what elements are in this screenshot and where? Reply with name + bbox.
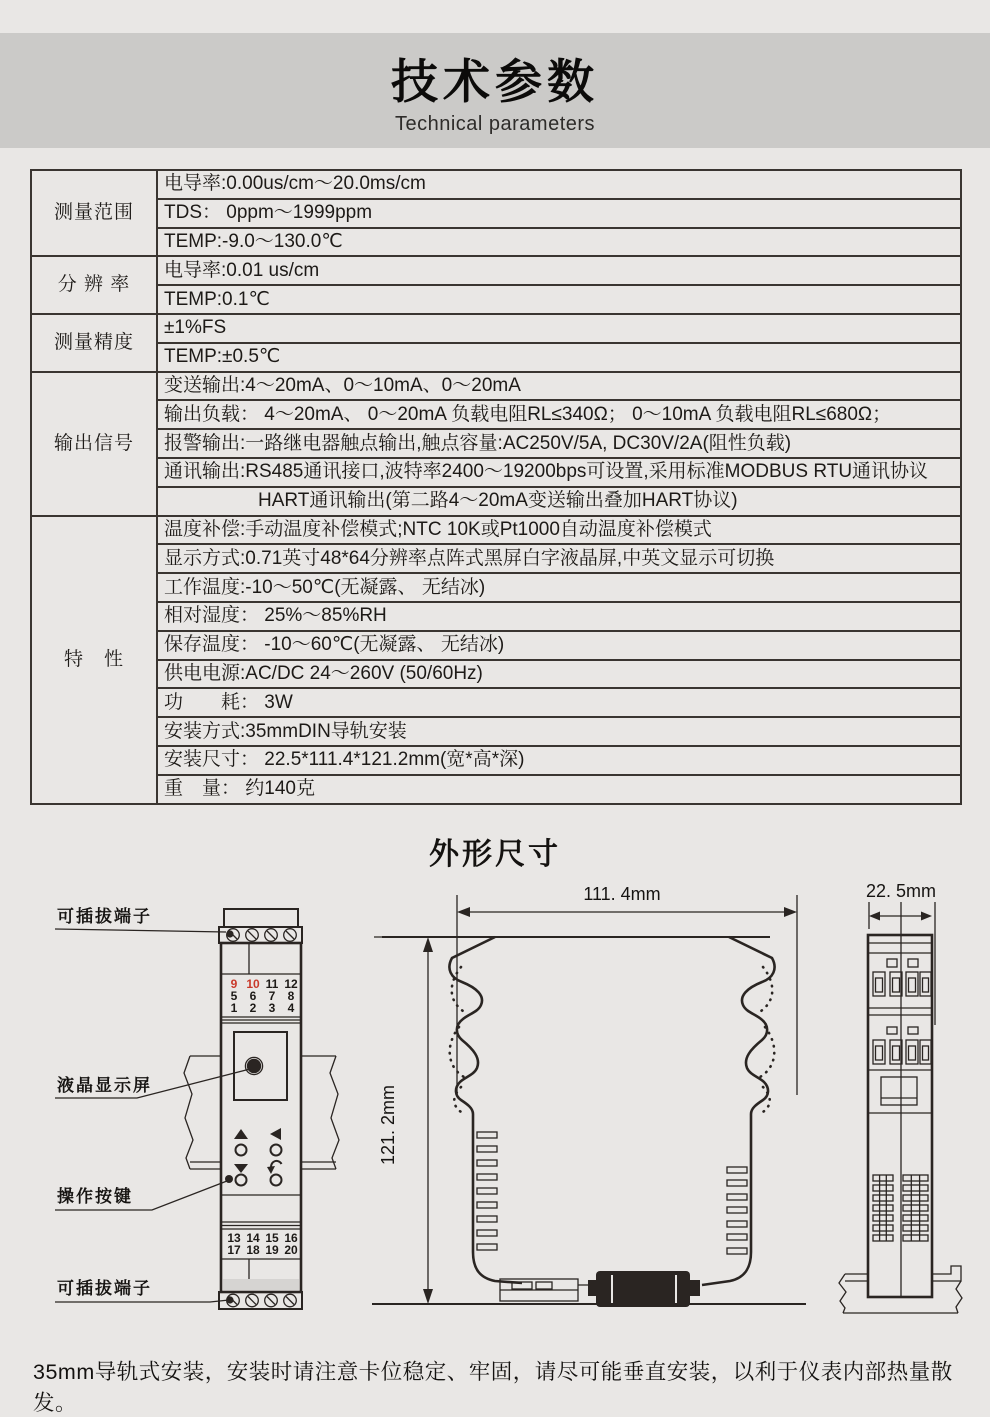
spec-category-cell: 特 性 bbox=[31, 516, 157, 804]
up-button bbox=[236, 1144, 247, 1155]
terminal-number: 1 bbox=[230, 1000, 238, 1015]
spec-value-cell: 功 耗： 3W bbox=[157, 688, 961, 717]
spec-value-cell: TEMP:0.1℃ bbox=[157, 285, 961, 314]
terminal-number: 13 bbox=[227, 1230, 241, 1245]
terminal-number: 15 bbox=[265, 1230, 279, 1245]
terminal-numbers-bottom bbox=[227, 1231, 298, 1257]
height-dimension-text: 121. 2mm bbox=[378, 1084, 398, 1165]
spec-value-cell: 相对湿度： 25%～85%RH bbox=[157, 602, 961, 631]
spec-row bbox=[31, 228, 961, 257]
spec-value-cell: TEMP:-9.0～130.0℃ bbox=[157, 228, 961, 257]
terminal-number: 20 bbox=[284, 1242, 298, 1257]
spec-row bbox=[31, 285, 961, 314]
spec-row bbox=[31, 400, 961, 429]
terminal-number: 16 bbox=[284, 1230, 298, 1245]
spec-row bbox=[31, 256, 961, 285]
terminal-number: 5 bbox=[230, 988, 238, 1003]
spec-row bbox=[31, 343, 961, 372]
rail-clip bbox=[500, 1271, 700, 1307]
edge-terminals-row1 bbox=[873, 972, 931, 996]
terminal-number: 7 bbox=[268, 988, 276, 1003]
spec-value-cell: 显示方式:0.71英寸48*64分辨率点阵式黑屏白字液晶屏,中英文显示可切换 bbox=[157, 544, 961, 573]
edge-view-drawing bbox=[839, 881, 962, 1313]
footer-note: 35mm导轨式安装，安装时请注意卡位稳定、牢固，请尽可能垂直安装，以利于仪表内部热量散发。 bbox=[33, 1359, 953, 1415]
operation-buttons bbox=[225, 1128, 282, 1186]
spec-value-cell: TEMP:±0.5℃ bbox=[157, 343, 961, 372]
width-dimension-text: 111. 4mm bbox=[583, 883, 661, 904]
spec-value-cell: 电导率:0.00us/cm～20.0ms/cm bbox=[157, 170, 961, 199]
left-button bbox=[271, 1144, 282, 1155]
enter-button bbox=[271, 1174, 282, 1185]
specs-table bbox=[30, 169, 962, 805]
down-button bbox=[236, 1174, 247, 1185]
terminal-number: 8 bbox=[287, 988, 295, 1003]
spec-row bbox=[31, 660, 961, 689]
left-arrow-icon bbox=[270, 1128, 281, 1140]
terminal-number: 19 bbox=[265, 1242, 279, 1257]
spec-value-cell: 输出负载： 4～20mA、 0～20mA 负载电阻RL≤340Ω； 0～10mA 负载电阻RL≤680Ω； bbox=[157, 400, 961, 429]
spec-value-cell: 变送输出:4～20mA、0～10mA、0～20mA bbox=[157, 372, 961, 401]
terminal-number: 10 bbox=[246, 976, 260, 991]
spec-value-cell: TDS： 0ppm～1999ppm bbox=[157, 199, 961, 228]
spec-row bbox=[31, 717, 961, 746]
edge-clip-window bbox=[881, 1077, 917, 1105]
up-arrow-icon bbox=[234, 1129, 248, 1139]
dimensions-title: 外形尺寸 bbox=[429, 837, 561, 871]
bottom-terminal-screws bbox=[226, 1294, 296, 1307]
din-rail bbox=[184, 1056, 339, 1169]
spec-value-cell: HART通讯输出(第二路4～20mA变送输出叠加HART协议) bbox=[157, 487, 961, 516]
side-view-drawing bbox=[372, 884, 806, 1307]
terminal-number: 9 bbox=[230, 976, 238, 991]
label-terminal-top: 可插拔端子 bbox=[57, 906, 152, 926]
terminal-number: 2 bbox=[249, 1000, 257, 1015]
spec-category-cell: 测量范围 bbox=[31, 170, 157, 256]
lcd-dot bbox=[247, 1058, 261, 1072]
vent-slots-right bbox=[727, 1167, 747, 1254]
spec-value-cell: 安装尺寸： 22.5*111.4*121.2mm(宽*高*深) bbox=[157, 746, 961, 775]
spec-row bbox=[31, 775, 961, 804]
spec-row bbox=[31, 199, 961, 228]
edge-terminals-row2 bbox=[873, 1040, 931, 1064]
spec-row bbox=[31, 458, 961, 487]
terminal-numbers-top bbox=[231, 977, 298, 1015]
terminal-number: 12 bbox=[284, 976, 298, 991]
spec-value-cell: 温度补偿:手动温度补偿模式;NTC 10K或Pt1000自动温度补偿模式 bbox=[157, 516, 961, 545]
title-band bbox=[0, 33, 990, 148]
spec-row bbox=[31, 516, 961, 545]
page bbox=[0, 33, 990, 1415]
top-terminal-cap bbox=[224, 909, 298, 927]
terminal-number: 4 bbox=[287, 1000, 295, 1015]
spec-row bbox=[31, 631, 961, 660]
spec-row bbox=[31, 602, 961, 631]
spec-value-cell: 工作温度:-10～50℃(无凝露、 无结冰) bbox=[157, 573, 961, 602]
spec-category-cell: 测量精度 bbox=[31, 314, 157, 372]
spec-row bbox=[31, 372, 961, 401]
terminal-number: 11 bbox=[265, 976, 279, 991]
page-subtitle: Technical parameters bbox=[394, 113, 596, 135]
depth-dimension-text: 22. 5mm bbox=[865, 880, 937, 901]
terminal-number: 6 bbox=[249, 988, 257, 1003]
vent-slots-left bbox=[477, 1132, 497, 1250]
spec-value-cell: 安装方式:35mmDIN导轨安装 bbox=[157, 717, 961, 746]
spec-value-cell: 电导率:0.01 us/cm bbox=[157, 256, 961, 285]
spec-category-cell: 输出信号 bbox=[31, 372, 157, 516]
spec-row bbox=[31, 746, 961, 775]
label-buttons: 操作按键 bbox=[57, 1186, 133, 1206]
spec-value-cell: 报警输出:一路继电器触点输出,触点容量:AC250V/5A, DC30V/2A(阻性负载) bbox=[157, 429, 961, 458]
terminal-number: 18 bbox=[246, 1242, 260, 1257]
front-view-drawing bbox=[55, 906, 339, 1309]
spec-value-cell: 保存温度： -10～60℃(无凝露、 无结冰) bbox=[157, 631, 961, 660]
spec-value-cell: 供电电源:AC/DC 24～260V (50/60Hz) bbox=[157, 660, 961, 689]
down-arrow-icon bbox=[234, 1164, 248, 1173]
terminal-number: 17 bbox=[227, 1242, 241, 1257]
spec-category-cell: 分 辨 率 bbox=[31, 256, 157, 314]
label-terminal-bottom: 可插拔端子 bbox=[57, 1278, 152, 1298]
spec-row bbox=[31, 544, 961, 573]
spec-value-cell: ±1%FS bbox=[157, 314, 961, 343]
spec-value-cell: 重 量： 约140克 bbox=[157, 775, 961, 804]
spec-row bbox=[31, 170, 961, 199]
top-terminal-screws bbox=[226, 928, 296, 941]
spec-row bbox=[31, 573, 961, 602]
page-title: 技术参数 bbox=[391, 55, 599, 108]
dimensions-drawing bbox=[0, 877, 990, 1347]
specs-section bbox=[30, 169, 962, 805]
terminal-number: 3 bbox=[268, 1000, 276, 1015]
spec-row bbox=[31, 487, 961, 516]
spec-row bbox=[31, 688, 961, 717]
terminal-number: 14 bbox=[246, 1230, 260, 1245]
spec-row bbox=[31, 314, 961, 343]
spec-value-cell: 通讯输出:RS485通讯接口,波特率2400～19200bps可设置,采用标准MODBUS RTU通讯协议 bbox=[157, 458, 961, 487]
label-lcd: 液晶显示屏 bbox=[57, 1075, 152, 1095]
spec-row bbox=[31, 429, 961, 458]
